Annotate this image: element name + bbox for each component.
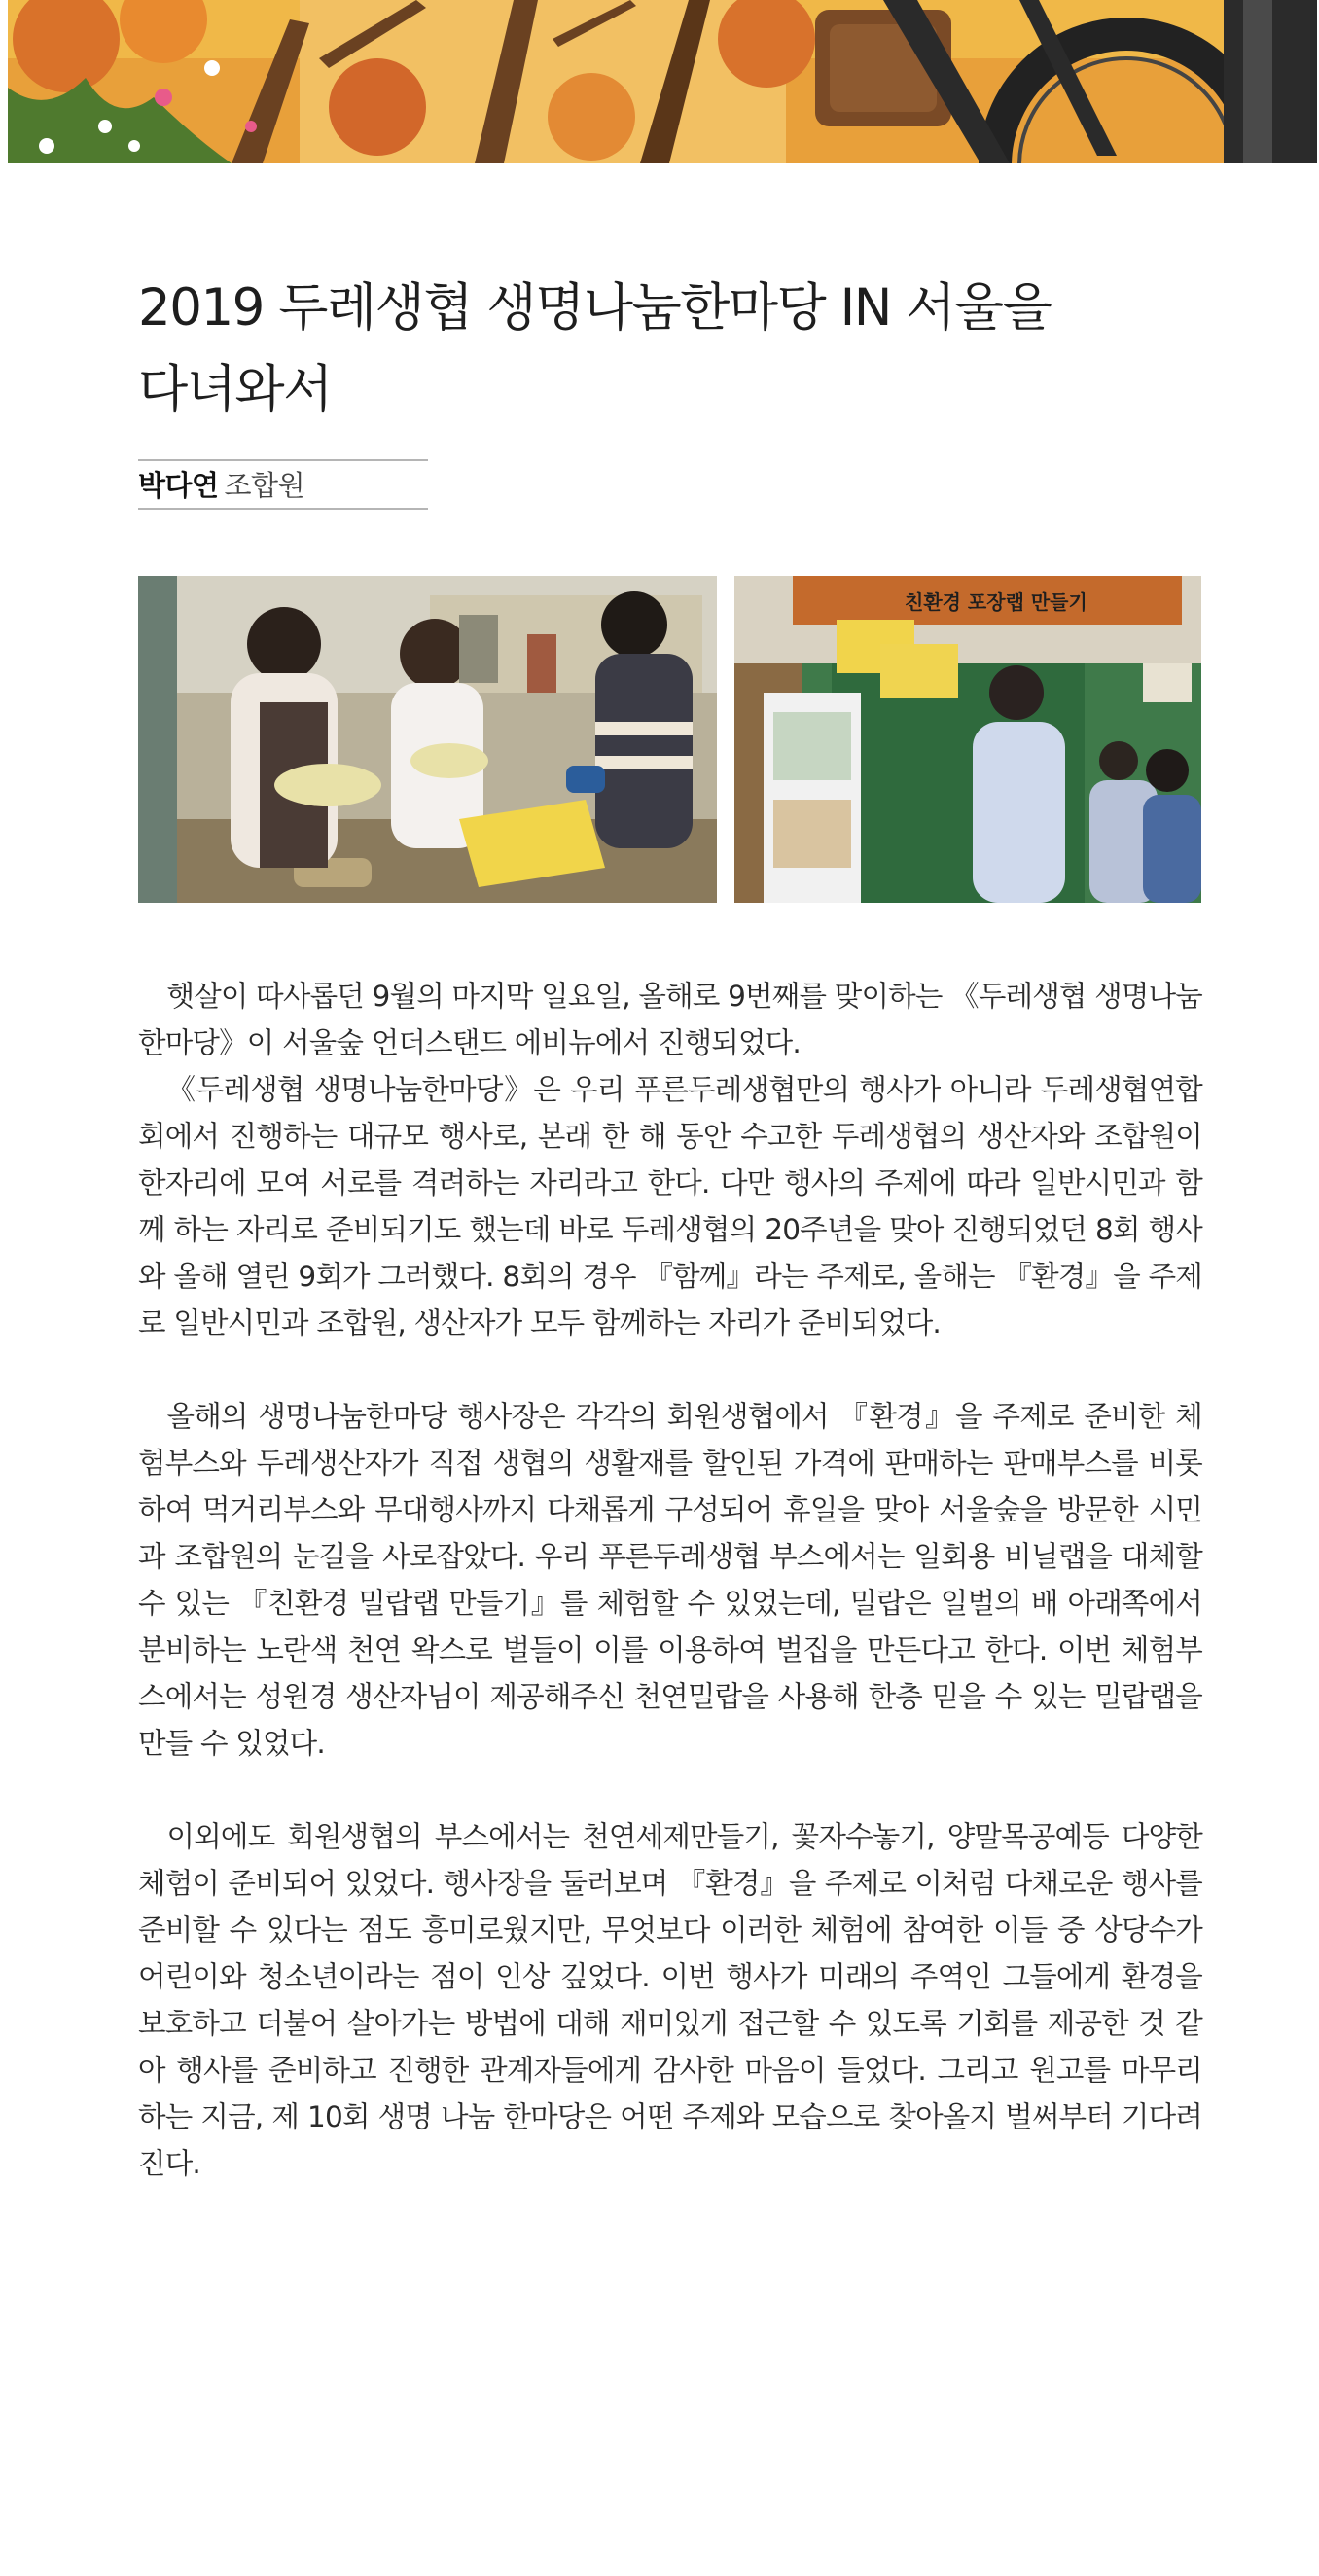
autumn-bicycle-illustration xyxy=(8,0,1317,163)
article-title xyxy=(138,268,1189,431)
paragraph-4: 이외에도 회원생협의 부스에서는 천연세제만들기, 꽃자수놓기, 양말목공예등 다양한 체험이 준비되어 있었다. 행사장을 둘러보며 『환경』을 주제로 이처럼 다채로운 행사를 준비할 수 있다는 점도 흥미로웠지만, 무엇보다 이러한 체험에 참여한 이들 중 상당수가 어린이와 청소년이라는 점이 인상 깊었다. 이번 행사가 미래의 주역인 그들에게 환경을 보호하고 더불어 살아가는 방법에 대해 재미있게 접근할 수 있도록 기회를 제공한 것 같아 행사를 준비하고 진행한 관계자들에게 감사한 마음이 들었다. 그리고 원고를 마무리 하는 지금, 제 10회 생명 나눔 한마당은 어떤 주제와 모습으로 찾아올지 벌써부터 기다려진다. xyxy=(138,1820,1202,2180)
paragraph-3: 올해의 생명나눔한마당 행사장은 각각의 회원생협에서 『환경』을 주제로 준비한 체험부스와 두레생산자가 직접 생협의 생활재를 할인된 가격에 판매하는 판매부스를 비롯하여 먹거리부스와 무대행사까지 다채롭게 구성되어 휴일을 맞아 서울숲을 방문한 시민과 조합원의 눈길을 사로잡았다. 우리 푸른두레생협 부스에서는 일회용 비닐랩을 대체할 수 있는 『친환경 밀랍랩 만들기』를 체험할 수 있었는데, 밀랍은 일벌의 배 아래쪽에서 분비하는 노란색 천연 왁스로 벌들이 이를 이용하여 벌집을 만든다고 한다. 이번 체험부스에서는 성원경 생산자님이 제공해주신 천연밀랍을 사용해 한층 믿을 수 있는 밀랍랩을 만들 수 있었다. xyxy=(138,1400,1202,1760)
title-line-2: 다녀와서 xyxy=(138,360,332,419)
event-photo-booth xyxy=(734,576,1201,903)
byline-top-rule xyxy=(138,459,428,461)
author-name: 박다연 xyxy=(138,469,219,502)
event-photo-beeswax-workshop xyxy=(138,576,717,903)
booth-sign-text: 친환경 포장랩 만들기 xyxy=(905,590,1087,614)
title-line-1: 2019 두레생협 생명나눔한마당 IN 서울을 xyxy=(138,278,1052,338)
author-role: 조합원 xyxy=(224,469,305,502)
booth-photo-illustration xyxy=(734,576,1201,903)
paragraph-1: 햇살이 따사롭던 9월의 마지막 일요일, 올해로 9번째를 맞이하는 《두레생협 생명나눔한마당》이 서울숲 언더스탠드 에비뉴에서 진행되었다. xyxy=(138,980,1202,1059)
header-illustration xyxy=(8,0,1317,163)
paragraph-2: 《두레생협 생명나눔한마당》은 우리 푸른두레생협만의 행사가 아니라 두레생협연합회에서 진행하는 대규모 행사로, 본래 한 해 동안 수고한 두레생협의 생산자와 조합원이 한자리에 모여 서로를 격려하는 자리라고 한다. 다만 행사의 주제에 따라 일반시민과 함께 하는 자리로 준비되기도 했는데 바로 두레생협의 20주년을 맞아 진행되었던 8회 행사와 올해 열린 9회가 그러했다. 8회의 경우 『함께』라는 주제로, 올해는 『환경』을 주제로 일반시민과 조합원, 생산자가 모두 함께하는 자리가 준비되었다. xyxy=(138,1073,1202,1340)
article-body xyxy=(138,973,1202,2187)
workshop-photo-illustration xyxy=(138,576,717,903)
byline-bottom-rule xyxy=(138,508,428,510)
byline xyxy=(138,467,304,504)
